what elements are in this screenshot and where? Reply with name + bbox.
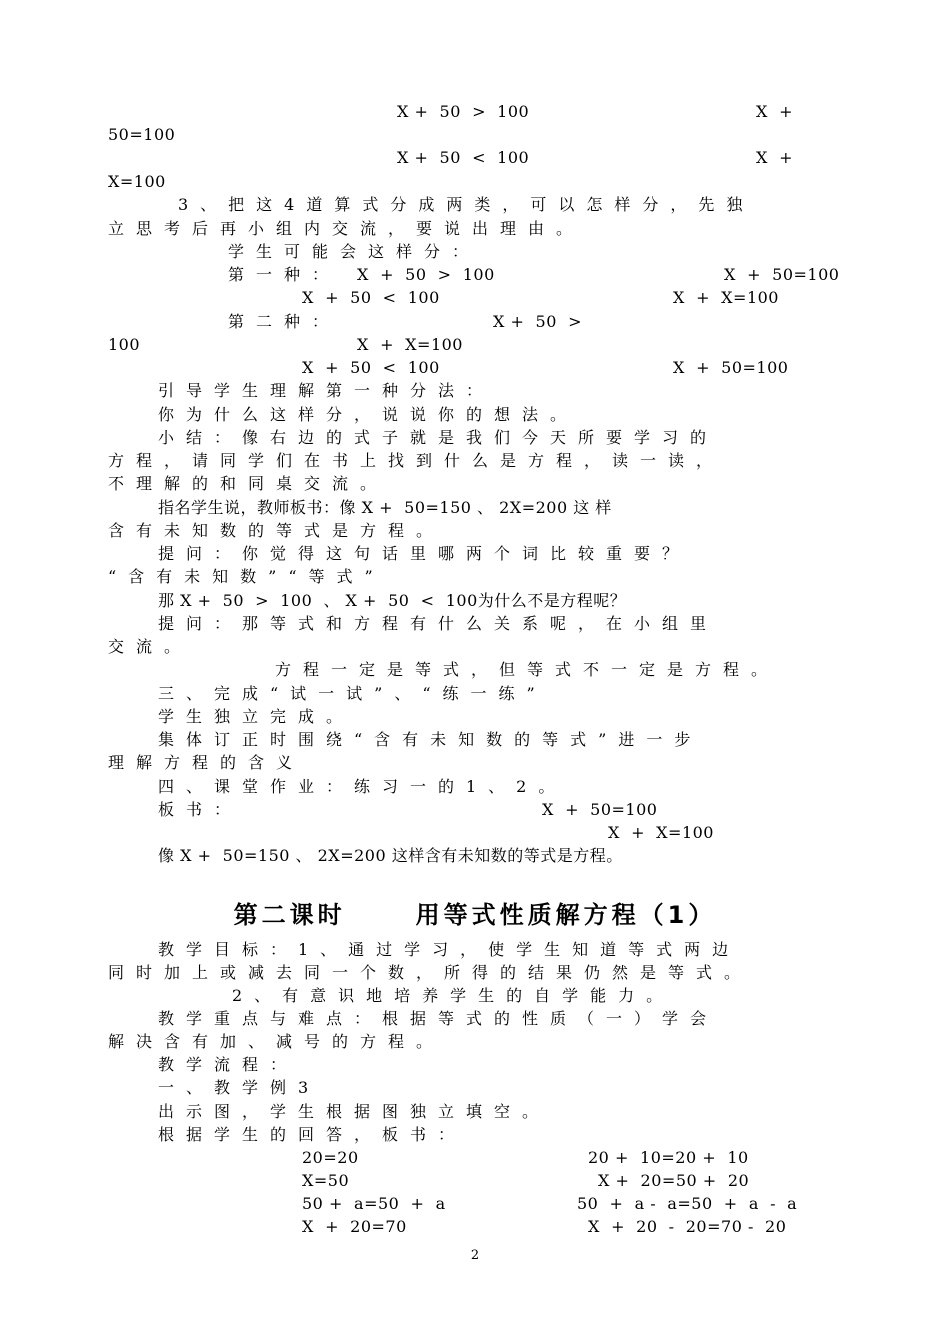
text-line: 四、课堂作业：练习一的1、2。	[158, 777, 567, 796]
page-number: 2	[470, 1248, 480, 1263]
text-line: 理解方程的含义	[108, 753, 305, 772]
text-line: 方程一定是等式，但等式不一定是方程。	[275, 660, 780, 679]
text-line: 提问：你觉得这句话里哪两个词比较重要？	[158, 544, 691, 563]
text-line: 你为什么这样分，说说你的想法。	[158, 405, 579, 424]
section-title-lesson: 第二课时	[233, 901, 346, 929]
text-line: 方程，请同学们在书上找到什么是方程，读一读，	[108, 451, 725, 470]
text-line: 第二种：	[228, 312, 341, 331]
text-line: X + 50=100	[724, 265, 840, 284]
text-line: X + 20 - 20=70 - 20	[588, 1217, 787, 1236]
text-line: 学生可能会这样分：	[228, 242, 481, 261]
text-line: X + 20=70	[302, 1217, 407, 1236]
text-line: 学生独立完成。	[158, 707, 355, 726]
text-line: X + 50 < 100	[302, 288, 440, 307]
text-line: X +	[756, 148, 793, 167]
text-line: X=50	[302, 1171, 350, 1190]
text-line: 立思考后再小组内交流，要说出理由。	[108, 219, 585, 238]
text-line: X + 50 < 100	[302, 358, 440, 377]
text-line: 教学目标：1、通过学习，使学生知道等式两边	[158, 940, 741, 959]
text-line: 教学重点与难点：根据等式的性质（一）学会	[158, 1009, 719, 1028]
text-line: 指名学生说，教师板书：像 X + 50=150 、 2X=200 这 样	[158, 498, 612, 517]
text-line: X + 20=50 + 20	[598, 1171, 750, 1190]
text-line: 20 + 10=20 + 10	[588, 1148, 749, 1167]
text-line: 小结：像右边的式子就是我们今天所要学习的	[158, 428, 719, 447]
text-line: X + 50 >	[493, 312, 582, 331]
text-line: X + 50=100	[542, 800, 658, 819]
text-line: 第一种：	[228, 265, 341, 284]
text-line: X + 50 > 100	[397, 102, 530, 121]
text-line: 一、教学例3	[158, 1078, 321, 1097]
text-line: 根据学生的回答，板书：	[158, 1125, 467, 1144]
text-line: X + X=100	[357, 335, 463, 354]
text-line: 50 + a=50 + a	[302, 1194, 446, 1213]
text-line: 不理解的和同桌交流。	[108, 474, 389, 493]
section-title	[0, 900, 950, 930]
text-line: 交流。	[108, 637, 193, 656]
text-line: 像 X + 50=150 、 2X=200 这样含有未知数的等式是方程。	[158, 846, 623, 865]
text-line: X + 50=100	[673, 358, 789, 377]
text-line: 20=20	[302, 1148, 359, 1167]
text-line: 集体订正时围绕“含有未知数的等式”进一步	[158, 730, 703, 749]
text-line: X + 50 < 100	[397, 148, 530, 167]
text-line: 同时加上或减去同一个数，所得的结果仍然是等式。	[108, 963, 753, 982]
text-line: 引导学生理解第一种分法：	[158, 381, 495, 400]
text-line: X + X=100	[608, 823, 714, 842]
text-line: 那 X + 50 > 100 、 X + 50 < 100为什么不是方程呢？	[158, 591, 627, 610]
text-line: 3、把这4道算式分成两类，可以怎样分，先独	[178, 195, 755, 214]
text-line: 教学流程：	[158, 1055, 299, 1074]
text-line: 出示图，学生根据图独立填空。	[158, 1102, 551, 1121]
text-line: X + X=100	[673, 288, 779, 307]
text-line: 50=100	[108, 125, 176, 144]
text-line: X +	[756, 102, 793, 121]
text-line: X=100	[108, 172, 166, 191]
text-line: 50 + a - a=50 + a - a	[577, 1194, 798, 1213]
text-line: “含有未知数”“等式”	[108, 567, 385, 586]
section-title-topic: 用等式性质解方程（1）	[415, 901, 717, 929]
text-line: 三、完成“试一试”、“练一练”	[158, 684, 547, 703]
text-line: 含有未知数的等式是方程。	[108, 521, 445, 540]
text-line: X + 50 > 100	[357, 265, 495, 284]
text-line: 100	[108, 335, 141, 354]
text-line: 提问：那等式和方程有什么关系呢，在小组里	[158, 614, 719, 633]
text-line: 解决含有加、减号的方程。	[108, 1032, 445, 1051]
text-line: 板书：	[158, 800, 243, 819]
text-line: 2、有意识地培养学生的自学能力。	[232, 986, 675, 1005]
